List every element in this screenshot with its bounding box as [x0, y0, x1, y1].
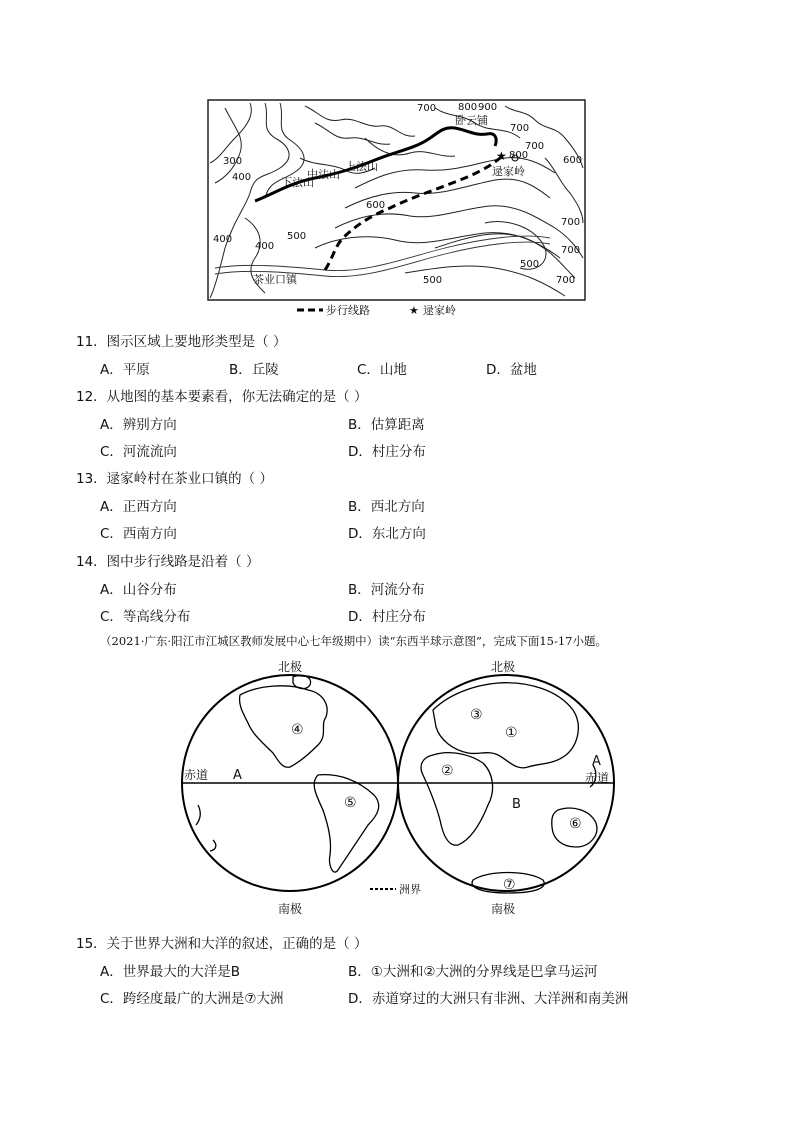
place-label: 茶业口镇 — [253, 273, 297, 286]
continent-number: ② — [441, 763, 454, 779]
contour-label: 400 — [232, 172, 252, 183]
continent-number: ⑤ — [344, 795, 357, 811]
option: A．平原 — [100, 362, 150, 378]
option: B．河流分布 — [348, 582, 425, 598]
place-label: 下法山 — [281, 176, 314, 189]
south-pole-label: 南极 — [278, 902, 303, 916]
option: C．山地 — [357, 362, 407, 378]
dijialing-star-icon: ★ — [496, 149, 507, 163]
equator-label: 赤道 — [184, 768, 209, 782]
ocean-a-label: A — [233, 768, 242, 783]
legend-route-label: 步行线路 — [326, 304, 370, 317]
contour-label: 700 — [561, 245, 581, 256]
contour-label: 400 — [255, 241, 275, 252]
option: B．西北方向 — [348, 499, 425, 515]
contour-label: 800 — [458, 102, 478, 113]
option: A．世界最大的大洋是B — [100, 964, 240, 980]
africa-outline — [421, 753, 493, 846]
option: B．丘陵 — [229, 362, 279, 378]
contour-label: 500 — [520, 259, 540, 270]
continent-number: ⑥ — [569, 816, 582, 832]
boundary-label: 洲界 — [399, 883, 421, 896]
ocean-b-label: B — [512, 797, 521, 812]
hemisphere-map — [178, 655, 618, 920]
legend-star-label: 逯家岭 — [423, 304, 456, 317]
option: C．等高线分布 — [100, 609, 191, 625]
contour-label: 400 — [213, 234, 233, 245]
option: D．村庄分布 — [348, 444, 426, 460]
continent-number: ④ — [291, 722, 304, 738]
question-stem: 12．从地图的基本要素看，你无法确定的是（ ） — [76, 389, 368, 405]
option: B．估算距离 — [348, 417, 425, 433]
north-pole-label: 北极 — [278, 660, 303, 674]
contour-label: 700 — [561, 217, 581, 228]
boundary-legend — [370, 883, 421, 896]
question-stem: 11．图示区域上要地形类型是（ ） — [76, 334, 287, 350]
question-stem: 13．逯家岭村在茶业口镇的（ ） — [76, 471, 273, 487]
greenland-outline — [293, 675, 311, 688]
option: D．赤道穿过的大洲只有非洲、大洋洲和南美洲 — [348, 991, 629, 1007]
option: A．正西方向 — [100, 499, 177, 515]
ocean-a-label: A — [592, 754, 601, 769]
continent-number: ⑦ — [503, 877, 516, 893]
place-label: 逯家岭 — [492, 165, 525, 178]
map-legend — [297, 303, 456, 317]
continent-number: ① — [505, 725, 518, 741]
contour-label: 900 — [478, 102, 498, 113]
contour-label: 300 — [223, 156, 243, 167]
place-label: 上法山 — [345, 160, 378, 173]
place-label: 中法山 — [307, 168, 340, 181]
south-pole-label: 南极 — [491, 902, 516, 916]
option: A．辨别方向 — [100, 417, 177, 433]
contour-label: 700 — [525, 141, 545, 152]
place-label: 卧云铺 — [455, 114, 488, 127]
contour-label: 500 — [287, 231, 307, 242]
option: C．西南方向 — [100, 526, 177, 542]
contour-label: 800 — [509, 150, 529, 161]
option: D．东北方向 — [348, 526, 426, 542]
option: C．河流流向 — [100, 444, 177, 460]
contour-label: 500 — [423, 275, 443, 286]
contour-label: 700 — [556, 275, 576, 286]
contour-label: 700 — [510, 123, 530, 134]
option: D．村庄分布 — [348, 609, 426, 625]
legend-star-icon: ★ — [409, 304, 419, 317]
contour-label: 600 — [563, 155, 583, 166]
topographic-map — [205, 98, 590, 320]
continent-number: ③ — [470, 707, 483, 723]
question-stem: 14．图中步行线路是沿着（ ） — [76, 554, 260, 570]
contour-label: 600 — [366, 200, 386, 211]
north-pole-label: 北极 — [491, 660, 516, 674]
option: D．盆地 — [486, 362, 537, 378]
option: A．山谷分布 — [100, 582, 177, 598]
equator-label: 赤道 — [585, 771, 610, 785]
option: B．①大洲和②大洲的分界线是巴拿马运河 — [348, 964, 598, 980]
intro-text: （2021·广东·阳江市江城区教师发展中心七年级期中）读“东西半球示意图”，完成下面15-17小题。 — [100, 634, 607, 648]
option: C．跨经度最广的大洲是⑦大洲 — [100, 991, 284, 1007]
contour-label: 700 — [417, 103, 437, 114]
north-america-outline — [240, 686, 328, 767]
question-stem: 15．关于世界大洲和大洋的叙述，正确的是（ ） — [76, 936, 368, 952]
